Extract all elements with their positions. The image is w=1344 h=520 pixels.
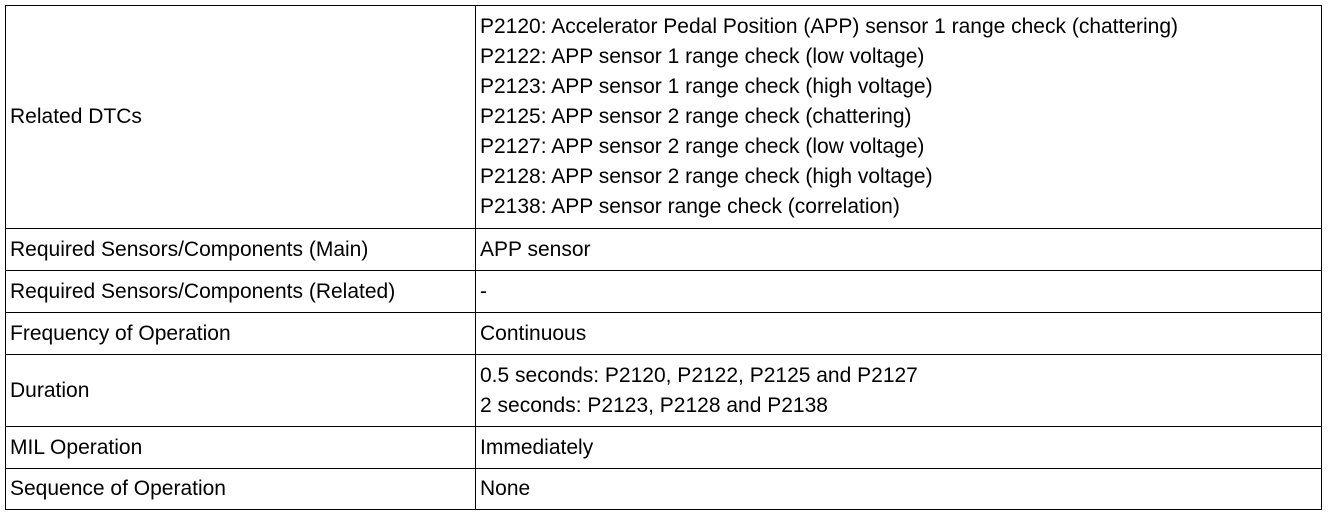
- row-label: Sequence of Operation: [6, 469, 476, 510]
- row-value: Continuous: [476, 313, 1322, 355]
- row-value: [476, 6, 1322, 229]
- dtc-line: P2122: APP sensor 1 range check (low voltage): [480, 45, 925, 68]
- dtc-line: P2138: APP sensor range check (correlation): [480, 195, 900, 218]
- dtc-line: P2127: APP sensor 2 range check (low voltage): [480, 135, 925, 158]
- dtc-line: P2120: Accelerator Pedal Position (APP) sensor 1 range check (chattering): [480, 15, 1179, 38]
- duration-line: 2 seconds: P2123, P2128 and P2138: [480, 393, 828, 417]
- row-value: None: [476, 469, 1322, 510]
- monitor-spec-table: [5, 5, 1322, 510]
- row-value: Immediately: [476, 427, 1322, 469]
- row-label: Related DTCs: [6, 6, 476, 229]
- row-label: Required Sensors/Components (Related): [6, 271, 476, 313]
- row-label: Duration: [6, 355, 476, 427]
- table-row-required-main: [6, 229, 1322, 271]
- table-row-sequence: [6, 469, 1322, 510]
- dtc-line: P2125: APP sensor 2 range check (chattering): [480, 105, 912, 128]
- table-row-mil-operation: [6, 427, 1322, 469]
- row-label: Frequency of Operation: [6, 313, 476, 355]
- row-value: APP sensor: [476, 229, 1322, 271]
- table-row-duration: [6, 355, 1322, 427]
- duration-line: 0.5 seconds: P2120, P2122, P2125 and P2127: [480, 363, 918, 387]
- table-row-required-related: [6, 271, 1322, 313]
- row-value: [476, 355, 1322, 427]
- table-row-frequency: [6, 313, 1322, 355]
- row-value: -: [476, 271, 1322, 313]
- dtc-line: P2128: APP sensor 2 range check (high voltage): [480, 165, 933, 188]
- row-label: MIL Operation: [6, 427, 476, 469]
- dtc-line: P2123: APP sensor 1 range check (high voltage): [480, 75, 933, 98]
- table-row-related-dtcs: [6, 6, 1322, 229]
- row-label: Required Sensors/Components (Main): [6, 229, 476, 271]
